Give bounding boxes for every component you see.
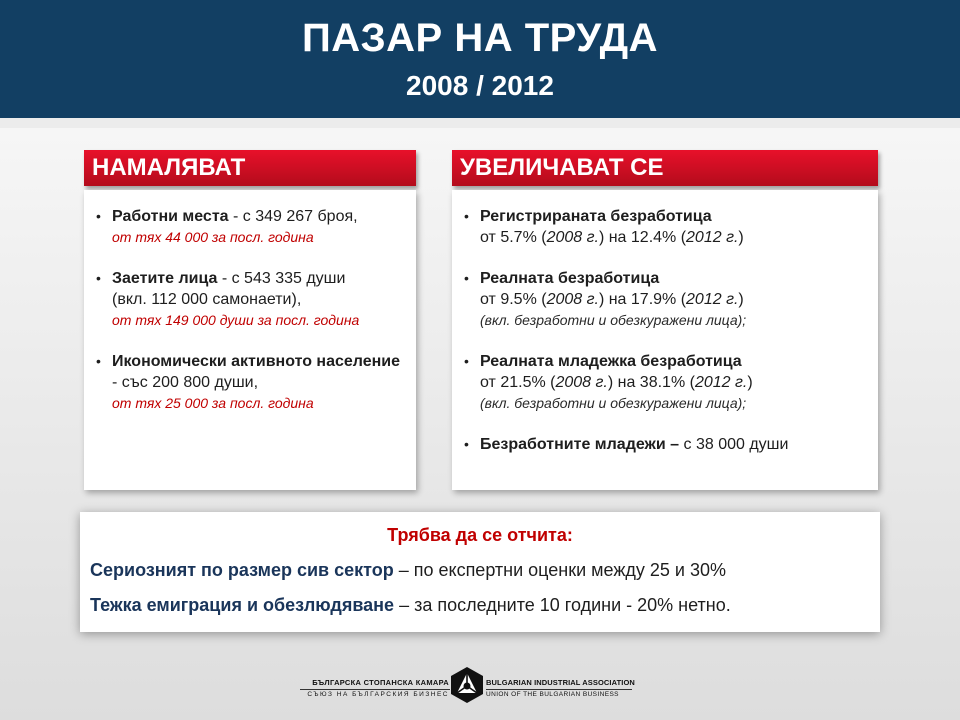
decrease-panel: [84, 190, 416, 490]
item-note: от тях 44 000 за посл. година: [112, 229, 314, 245]
slide-title: ПАЗАР НА ТРУДА: [301, 16, 659, 60]
bullet-icon: •: [464, 353, 469, 369]
bullet-icon: •: [464, 270, 469, 286]
increase-heading: УВЕЛИЧАВАТ СЕ: [452, 150, 878, 186]
decrease-heading: НАМАЛЯВАТ: [84, 150, 416, 186]
bullet-icon: •: [464, 208, 469, 224]
item-note: (вкл. безработни и обезкуражени лица);: [480, 395, 747, 411]
bullet-icon: •: [96, 270, 101, 286]
list-item: • Регистрираната безработица от 5.7% (2008 г.) на 12.4% (2012 г.): [464, 208, 744, 246]
increase-panel: [452, 190, 878, 490]
footer: [0, 660, 960, 720]
consideration-line: Сериозният по размер сив сектор – по експертни оценки между 25 и 30%: [90, 560, 727, 580]
item-note: от тях 25 000 за посл. година: [112, 395, 314, 411]
consideration-title: Трябва да се отчита:: [387, 525, 573, 545]
item-note: от тях 149 000 души за посл. година: [112, 312, 360, 328]
list-item: • Работни места - с 349 267 броя, от тях 44 000 за посл. година: [92, 206, 404, 248]
bia-logo-icon: [450, 666, 484, 704]
slide-header: [0, 0, 960, 118]
bullet-icon: •: [96, 208, 101, 224]
list-item: • Безработните младежи – с 38 000 души: [464, 436, 789, 453]
footer-rule: [300, 689, 450, 690]
bullet-icon: •: [464, 436, 469, 452]
bullet-icon: •: [96, 353, 101, 369]
slide-subtitle: 2008 / 2012: [406, 70, 554, 101]
logo-text-bg: БЪЛГАРСКА СТОПАНСКА КАМАРА СЪЮЗ НА БЪЛГАРСКИЯ БИЗНЕС: [307, 678, 449, 698]
list-item: • Икономически активното население - със 200 800 души, от тях 25 000 за посл. година: [92, 351, 404, 414]
consideration-box: [80, 512, 880, 632]
list-item: • Реалната младежка безработица от 21.5% (2008 г.) на 38.1% (2012 г.) (вкл. безработни и обезкуражени лица);: [460, 351, 868, 414]
list-item: • Реалната безработица от 9.5% (2008 г.) на 17.9% (2012 г.) (вкл. безработни и обезкуражени лица);: [460, 268, 868, 331]
item-note: (вкл. безработни и обезкуражени лица);: [480, 312, 747, 328]
consideration-line: Тежка емиграция и обезлюдяване – за последните 10 години - 20% нетно.: [90, 595, 731, 615]
header-divider: [0, 118, 960, 128]
list-item: • Заетите лица - с 543 335 души (вкл. 112 000 самонаети), от тях 149 000 души за посл. година: [92, 268, 404, 331]
logo-text-en: BULGARIAN INDUSTRIAL ASSOCIATION UNION OF THE BULGARIAN BUSINESS: [486, 678, 635, 698]
